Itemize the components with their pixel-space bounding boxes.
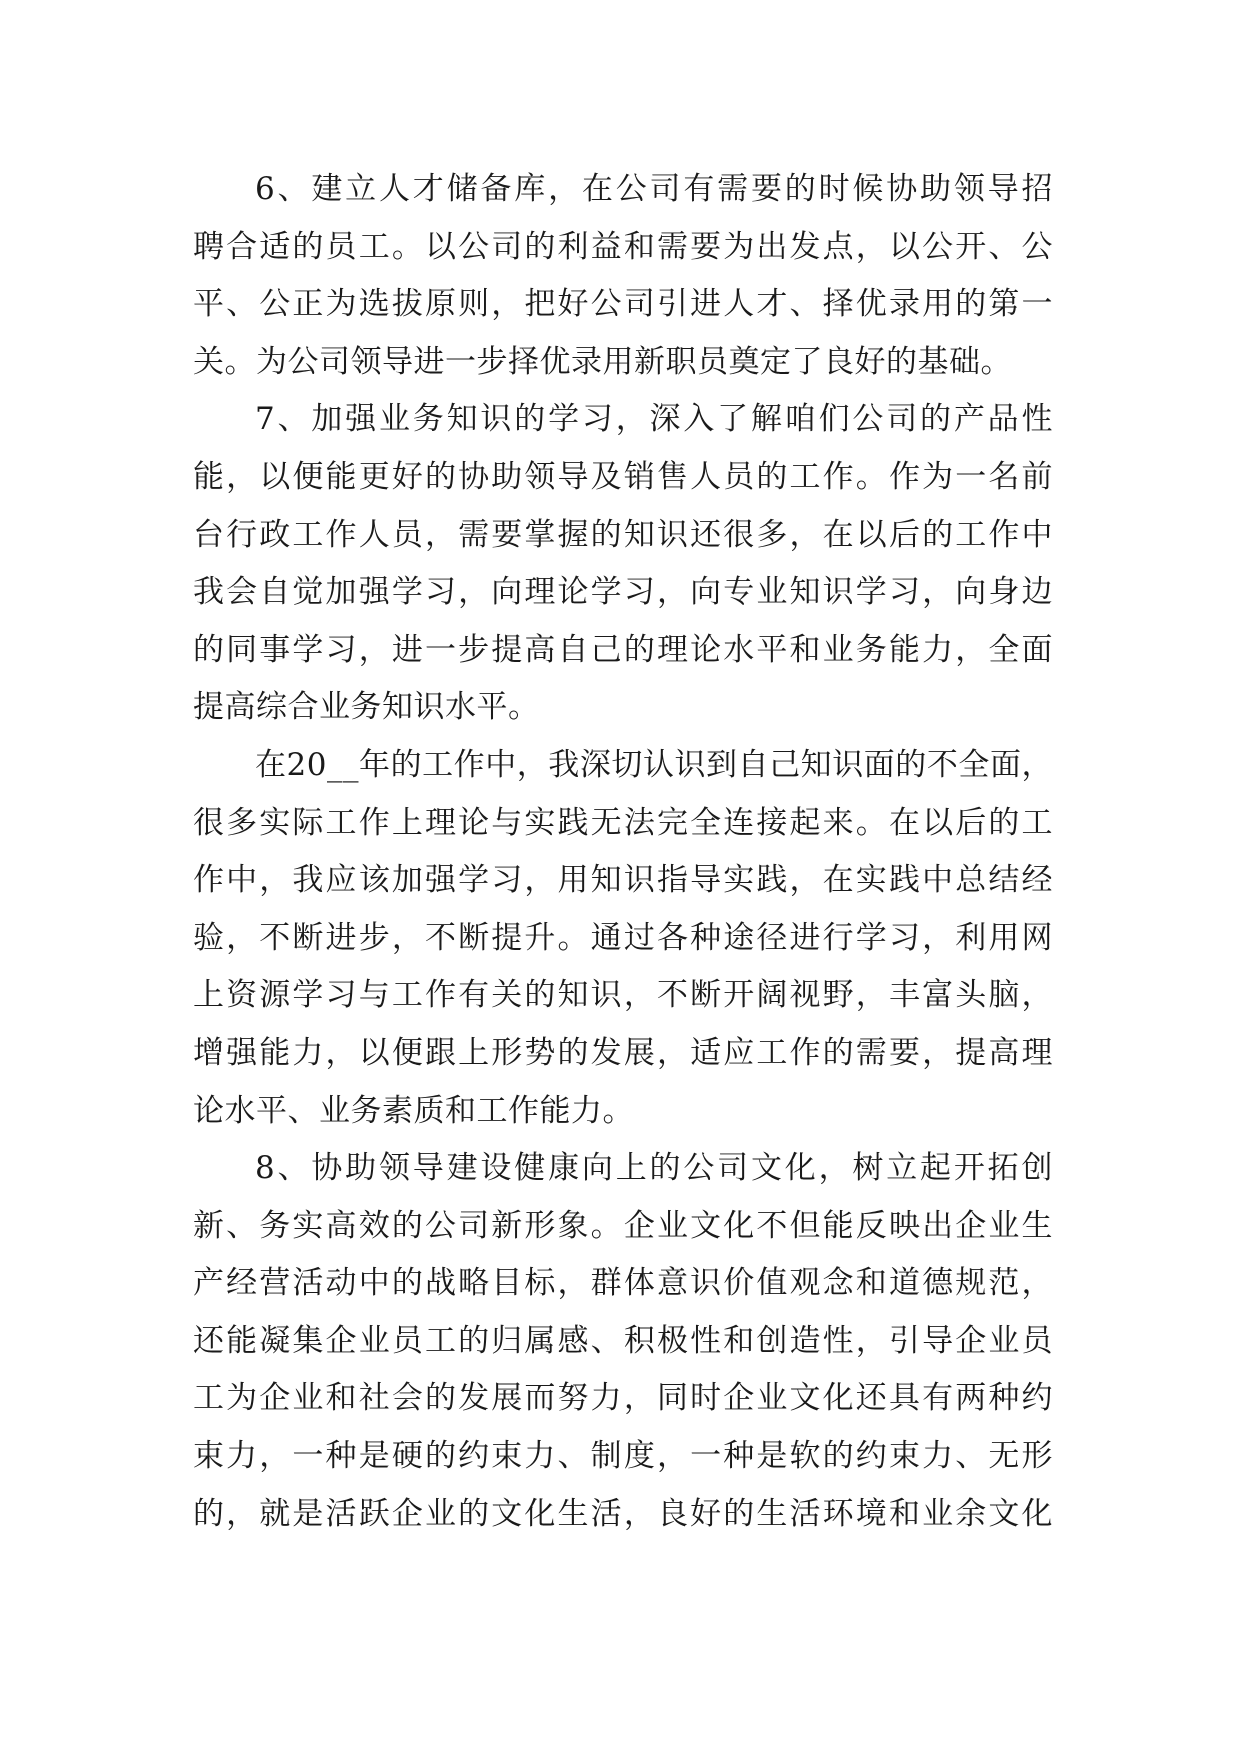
paragraph-4-line-7: 的，就是活跃企业的文化生活，良好的生活环境和业余文化 [193, 1495, 1053, 1532]
paragraph-1-line-4: 关。为公司领导进一步择优录用新职员奠定了良好的基础。 [193, 343, 1012, 380]
paragraph-4-line-1: 8、协助领导建设健康向上的公司文化，树立起开拓创 [255, 1150, 1053, 1187]
paragraph-1-line-1: 6、建立人才储备库，在公司有需要的时候协助领导招 [255, 171, 1053, 207]
paragraph-3-line-1: 在20__年的工作中，我深切认识到自己知识面的不全面， [255, 746, 1053, 783]
paragraph-4-line-6: 束力，一种是硬的约束力、制度，一种是软的约束力、无形 [193, 1438, 1053, 1475]
paragraph-3-line-3: 作中，我应该加强学习，用知识指导实践，在实践中总结经 [193, 862, 1053, 899]
paragraph-2-line-2: 能，以便能更好的协助领导及销售人员的工作。作为一名前 [193, 458, 1053, 495]
paragraph-4-line-3: 产经营活动中的战略目标，群体意识价值观念和道德规范， [193, 1265, 1053, 1302]
paragraph-1-line-2: 聘合适的员工。以公司的利益和需要为出发点，以公开、公 [193, 228, 1053, 265]
paragraph-3-line-2: 很多实际工作上理论与实践无法完全连接起来。在以后的工 [193, 804, 1053, 841]
paragraph-2-line-4: 我会自觉加强学习，向理论学习，向专业知识学习，向身边 [193, 574, 1053, 611]
document-body [193, 161, 1053, 1543]
paragraph-3-line-6: 增强能力，以便跟上形势的发展，适应工作的需要，提高理 [193, 1034, 1053, 1071]
paragraph-3-line-5: 上资源学习与工作有关的知识，不断开阔视野，丰富头脑， [193, 977, 1053, 1014]
paragraph-2-line-5: 的同事学习，进一步提高自己的理论水平和业务能力，全面 [193, 631, 1053, 668]
paragraph-4-line-5: 工为企业和社会的发展而努力，同时企业文化还具有两种约 [193, 1380, 1053, 1417]
paragraph-2-line-3: 台行政工作人员，需要掌握的知识还很多，在以后的工作中 [193, 516, 1053, 553]
paragraph-3-line-4: 验，不断进步，不断提升。通过各种途径进行学习，利用网 [193, 919, 1053, 956]
paragraph-3-line-7: 论水平、业务素质和工作能力。 [193, 1092, 634, 1129]
paragraph-4-line-2: 新、务实高效的公司新形象。企业文化不但能反映出企业生 [193, 1207, 1053, 1244]
paragraph-4-line-4: 还能凝集企业员工的归属感、积极性和创造性，引导企业员 [193, 1322, 1053, 1359]
paragraph-2-line-6: 提高综合业务知识水平。 [193, 689, 540, 726]
paragraph-2-line-1: 7、加强业务知识的学习，深入了解咱们公司的产品性 [255, 401, 1053, 438]
paragraph-1-line-3: 平、公正为选拔原则，把好公司引进人才、择优录用的第一 [193, 286, 1053, 323]
